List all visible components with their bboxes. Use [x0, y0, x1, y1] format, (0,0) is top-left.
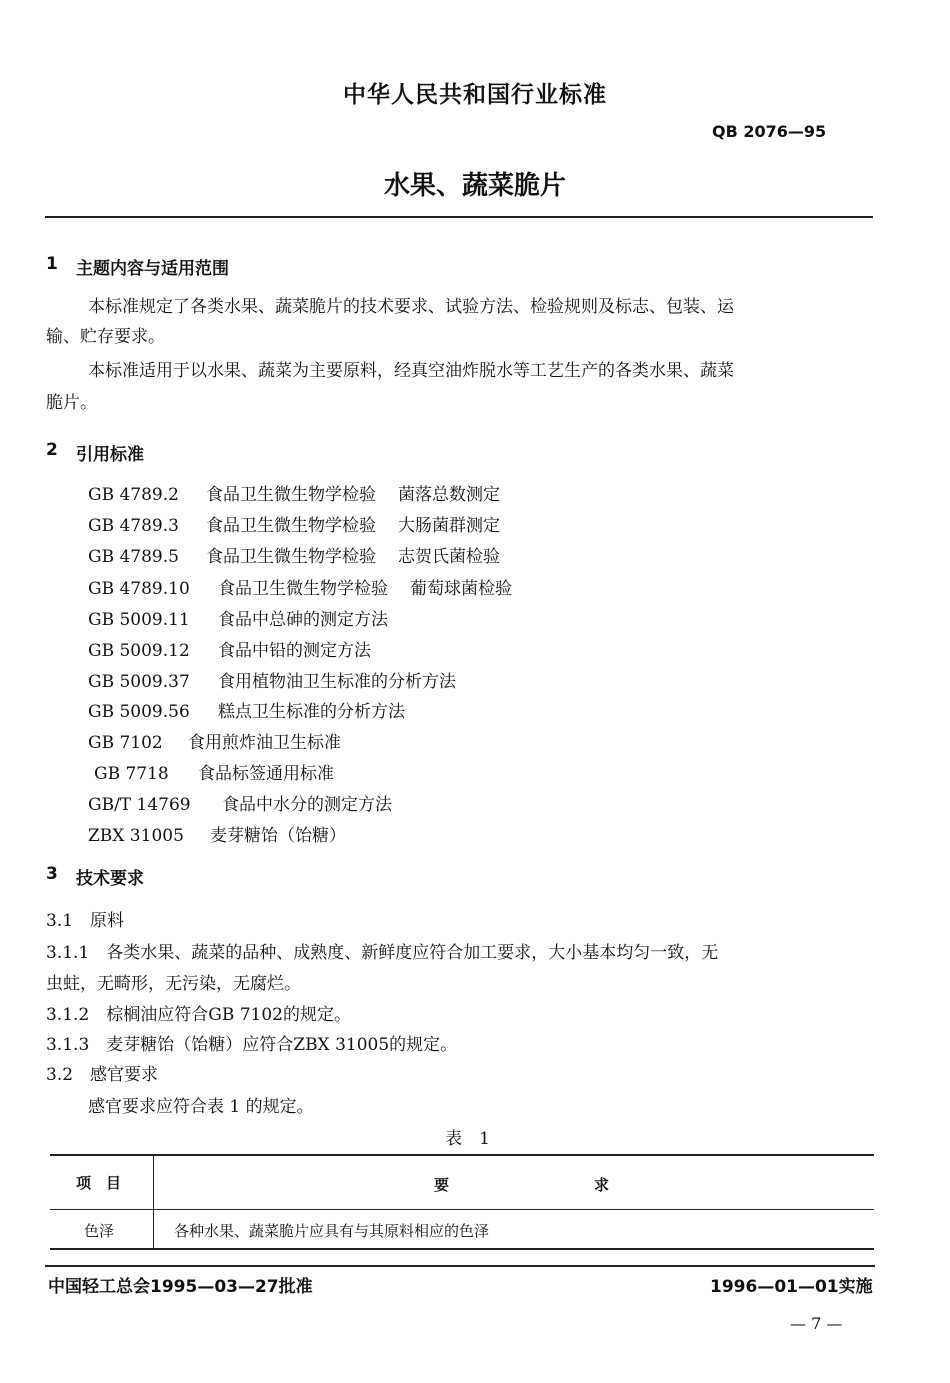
reference-item — [88, 697, 405, 722]
clause-3-1-2: 3.1.2 棕榈油应符合GB 7102的规定。 — [46, 1005, 351, 1025]
table-row-requirement: 各种水果、蔬菜脆片应具有与其原料相应的色泽 — [174, 1222, 490, 1240]
section-2-number: 2 — [46, 440, 58, 460]
reference-item — [88, 821, 346, 846]
effective-date: 1996—01—01实施 — [710, 1277, 873, 1297]
section-2-heading: 引用标准 — [76, 445, 144, 465]
reference-code: GB 5009.11 — [88, 610, 190, 630]
table-header-requirement-b: 求 — [594, 1176, 610, 1194]
reference-title: 食品卫生微生物学检验 — [206, 547, 376, 567]
reference-title: 食品卫生微生物学检验 — [206, 516, 376, 536]
section-1-heading: 主题内容与适用范围 — [76, 259, 229, 279]
reference-item — [94, 759, 334, 784]
reference-item — [88, 636, 371, 661]
reference-code: GB 7102 — [88, 733, 163, 753]
reference-code: GB 5009.37 — [88, 672, 190, 692]
reference-item — [88, 480, 500, 505]
reference-title: 食品中铅的测定方法 — [218, 641, 371, 661]
reference-title: 食品卫生微生物学检验 — [206, 485, 376, 505]
reference-sub: 志贺氏菌检验 — [398, 547, 500, 567]
standard-code: QB 2076—95 — [712, 122, 827, 141]
reference-sub: 大肠菌群测定 — [398, 516, 500, 536]
section-1-number: 1 — [46, 254, 58, 274]
reference-code: GB 4789.3 — [88, 516, 179, 536]
reference-code: ZBX 31005 — [88, 826, 184, 846]
clause-3-1-3: 3.1.3 麦芽糖饴（饴糖）应符合ZBX 31005的规定。 — [46, 1035, 458, 1055]
reference-item — [88, 542, 500, 567]
section-1-paragraph-1-line-2: 输、贮存要求。 — [46, 327, 165, 347]
approval-info: 中国轻工总会1995—03—27批准 — [48, 1277, 313, 1297]
section-3-number: 3 — [46, 864, 58, 884]
document-title: 水果、蔬菜脆片 — [383, 171, 566, 201]
section-1-paragraph-2-line-2: 脆片。 — [46, 393, 97, 413]
clause-3-1-1-line-1: 3.1.1 各类水果、蔬菜的品种、成熟度、新鲜度应符合加工要求，大小基本均匀一致，无 — [46, 943, 719, 963]
reference-title: 食用植物油卫生标准的分析方法 — [218, 672, 456, 692]
reference-item — [88, 667, 456, 692]
reference-title: 食品中水分的测定方法 — [222, 795, 392, 815]
reference-title: 食品中总砷的测定方法 — [218, 610, 388, 630]
section-3-heading: 技术要求 — [76, 869, 144, 889]
reference-title: 食用煎炸油卫生标准 — [188, 733, 341, 753]
reference-title: 食品标签通用标准 — [198, 764, 334, 784]
reference-sub: 葡萄球菌检验 — [410, 579, 512, 599]
reference-code: GB 7718 — [94, 764, 169, 784]
reference-title: 食品卫生微生物学检验 — [218, 579, 388, 599]
table-caption: 表 1 — [445, 1129, 490, 1149]
footer-rule — [45, 1265, 875, 1267]
reference-item — [88, 574, 512, 599]
clause-3-1: 3.1 原料 — [46, 911, 125, 931]
table-header-item: 项 目 — [76, 1174, 122, 1192]
reference-item — [88, 790, 392, 815]
clause-3-2-text: 感官要求应符合表 1 的规定。 — [88, 1097, 314, 1117]
table-row-item: 色泽 — [84, 1222, 115, 1240]
table-bottom-rule — [50, 1248, 874, 1250]
reference-item — [88, 728, 341, 753]
clause-3-2: 3.2 感官要求 — [46, 1065, 159, 1085]
reference-code: GB/T 14769 — [88, 795, 191, 815]
reference-code: GB 4789.10 — [88, 579, 190, 599]
reference-code: GB 5009.56 — [88, 702, 190, 722]
table-header-requirement-a: 要 — [434, 1176, 450, 1194]
reference-title: 麦芽糖饴（饴糖） — [210, 826, 346, 846]
table-top-rule — [50, 1154, 874, 1156]
table-column-divider — [153, 1156, 154, 1248]
section-1-paragraph-2-line-1: 本标准适用于以水果、蔬菜为主要原料，经真空油炸脱水等工艺生产的各类水果、蔬菜 — [88, 361, 734, 381]
reference-title: 糕点卫生标准的分析方法 — [218, 702, 405, 722]
section-1-paragraph-1-line-1: 本标准规定了各类水果、蔬菜脆片的技术要求、试验方法、检验规则及标志、包装、运 — [88, 297, 734, 317]
clause-3-1-1-line-2: 虫蛀，无畸形，无污染，无腐烂。 — [46, 974, 301, 994]
standard-org: 中华人民共和国行业标准 — [343, 82, 607, 108]
title-rule — [45, 216, 873, 218]
reference-code: GB 5009.12 — [88, 641, 190, 661]
reference-item — [88, 511, 500, 536]
reference-sub: 菌落总数测定 — [398, 485, 500, 505]
page-number: — 7 — — [790, 1314, 843, 1333]
reference-item — [88, 605, 388, 630]
table-header-rule — [50, 1209, 874, 1210]
reference-code: GB 4789.2 — [88, 485, 179, 505]
reference-code: GB 4789.5 — [88, 547, 179, 567]
